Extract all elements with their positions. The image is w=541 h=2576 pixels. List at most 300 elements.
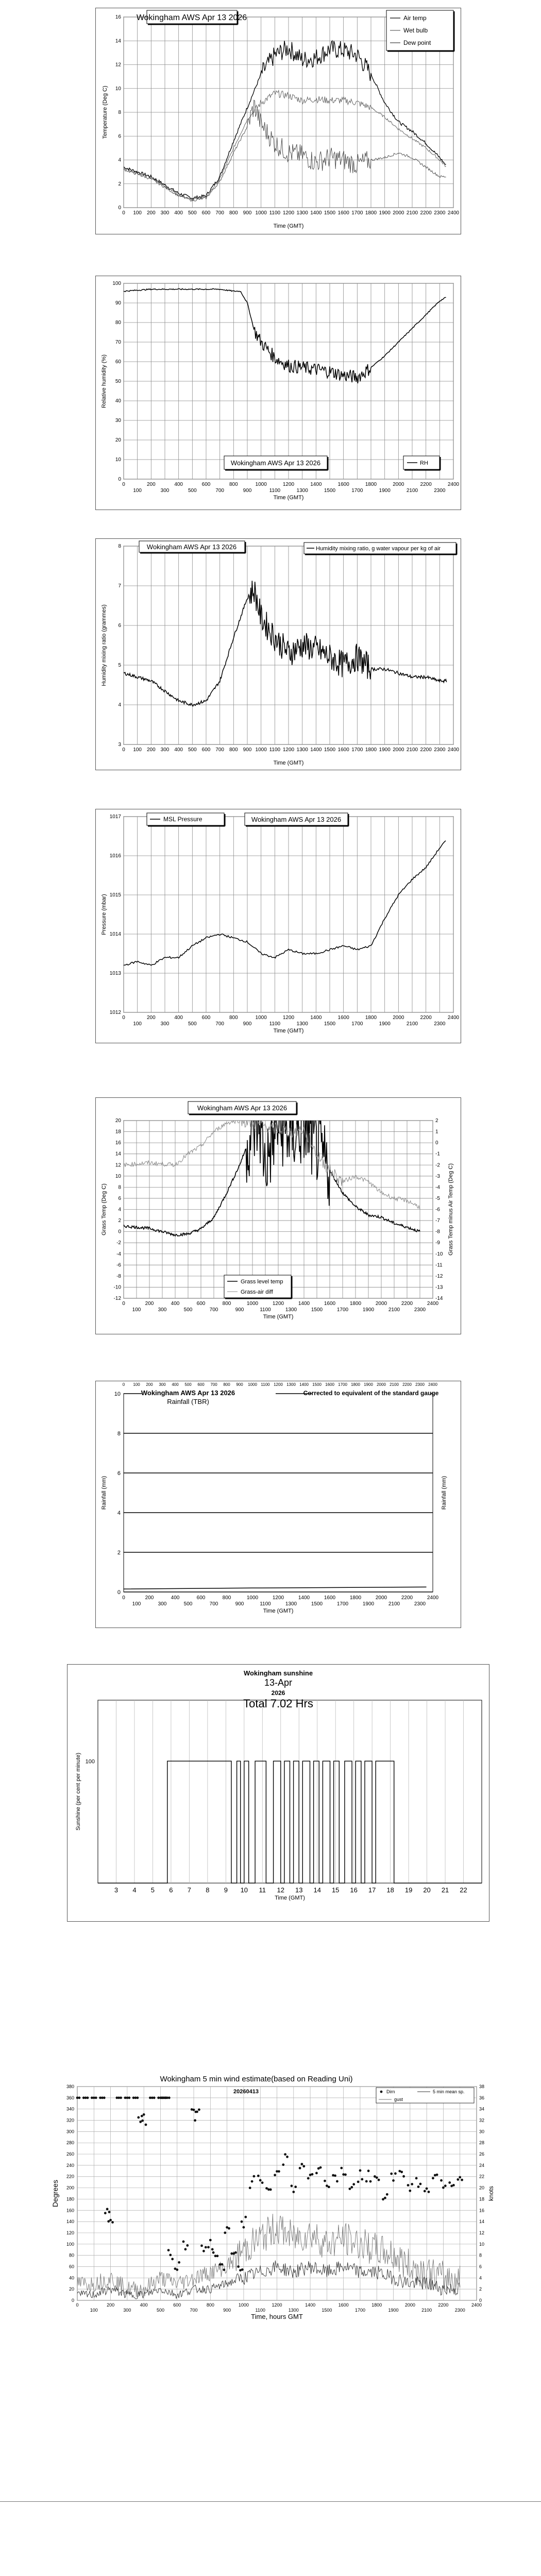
direction-point <box>249 2187 251 2189</box>
y-tick-label: 8 <box>118 544 121 549</box>
chart-title: Wokingham AWS Apr 13 2026 <box>230 459 321 467</box>
x-tick-label: 700 <box>215 747 225 753</box>
direction-point <box>409 2190 411 2192</box>
x-tick-label: 800 <box>229 747 238 753</box>
y2-tick-label: 36 <box>479 2095 485 2100</box>
y-axis-label: Sunshine (per cent per minute) <box>75 1752 81 1831</box>
y-axis-label: Rainfall (mm) <box>101 1476 107 1510</box>
y-tick-label: 8 <box>117 1431 121 1437</box>
x-tick-label: 1600 <box>338 2302 349 2308</box>
x-tick-label: 13 <box>295 1886 303 1894</box>
direction-point <box>361 2178 363 2181</box>
x-tick-label: 2100 <box>406 488 418 494</box>
x-tick-label: 1500 <box>324 488 336 494</box>
x-tick-label: 600 <box>201 482 211 487</box>
y2-tick-label: -6 <box>435 1207 440 1213</box>
x-tick-label: 18 <box>386 1886 394 1894</box>
x-tick-label: 1300 <box>285 1307 297 1313</box>
direction-point <box>198 2108 200 2111</box>
y2-tick-label: 28 <box>479 2140 485 2146</box>
x-tick-label-top: 1500 <box>312 1382 322 1387</box>
direction-point <box>444 2184 447 2187</box>
x-tick-label: 900 <box>243 1021 252 1027</box>
x-tick-label: 900 <box>223 2308 231 2313</box>
x-tick-label: 300 <box>158 1601 167 1607</box>
x-tick-label: 1000 <box>255 210 267 216</box>
chart-title: Wokingham AWS Apr 13 2026 <box>136 13 247 22</box>
direction-point <box>128 2096 130 2099</box>
direction-point <box>448 2181 451 2184</box>
direction-point <box>178 2261 180 2264</box>
direction-point <box>278 2170 280 2173</box>
direction-point <box>350 2186 353 2189</box>
y2-tick-label: -11 <box>435 1262 443 1268</box>
x-tick-label: 300 <box>160 488 170 494</box>
x-tick-label: 200 <box>145 1301 154 1307</box>
x-tick-label: 1500 <box>322 2308 332 2313</box>
x-tick-label: 600 <box>173 2302 181 2308</box>
y2-tick-label: 22 <box>479 2174 485 2179</box>
x-tick-label: 700 <box>190 2308 198 2313</box>
direction-point <box>120 2096 122 2099</box>
direction-point <box>336 2180 339 2183</box>
y-tick-label: 0 <box>117 1589 121 1596</box>
x-tick-label-top: 500 <box>184 1382 192 1387</box>
chart-total: Total 7.02 Hrs <box>243 1697 313 1710</box>
x-tick-label: 500 <box>156 2308 164 2313</box>
x-tick-label: 900 <box>243 488 252 494</box>
x-tick-label: 1100 <box>269 747 281 753</box>
direction-point <box>221 2263 224 2266</box>
chart-temperature <box>95 8 461 234</box>
direction-point <box>440 2179 443 2182</box>
x-tick-label: 1000 <box>255 747 267 753</box>
x-axis-label: Time (GMT) <box>273 760 304 766</box>
x-tick-label: 1100 <box>269 210 281 216</box>
y-tick-label: 1015 <box>109 892 121 898</box>
y-tick-label: 5 <box>118 663 121 668</box>
legend-entry: 5 min mean sp. <box>433 2089 465 2094</box>
x-tick-label: 100 <box>132 1307 141 1313</box>
y-tick-label: 10 <box>115 457 121 463</box>
x-tick-label: 1400 <box>310 1015 322 1021</box>
chart-title: Wokingham AWS Apr 13 2026 <box>146 543 237 551</box>
x-tick-label: 1800 <box>365 482 377 487</box>
x-tick-label: 1900 <box>379 488 391 494</box>
x-tick-label: 500 <box>183 1601 193 1607</box>
y-tick-label: 18 <box>115 1129 121 1135</box>
x-tick-label: 12 <box>277 1886 284 1894</box>
direction-point <box>241 2221 243 2223</box>
x-tick-label: 1100 <box>269 488 281 494</box>
x-tick-label: 0 <box>122 482 125 487</box>
direction-point <box>284 2153 286 2156</box>
x-tick-label: 6 <box>169 1886 173 1894</box>
x-tick-label: 1100 <box>269 1021 281 1027</box>
x-tick-label: 14 <box>313 1886 321 1894</box>
x-tick-label: 2300 <box>434 747 446 753</box>
direction-point <box>349 2188 351 2190</box>
x-tick-label: 2000 <box>393 482 404 487</box>
y-tick-label: -4 <box>116 1251 121 1257</box>
x-tick-label-top: 300 <box>159 1382 166 1387</box>
x-tick-label: 7 <box>187 1886 191 1894</box>
y-tick-label: 280 <box>66 2140 74 2146</box>
y2-tick-label: 30 <box>479 2129 485 2134</box>
direction-point <box>257 2175 260 2177</box>
direction-point <box>324 2180 326 2182</box>
x-tick-label: 800 <box>229 1015 238 1021</box>
direction-point <box>457 2178 459 2181</box>
y-tick-label: 1013 <box>109 971 121 976</box>
y2-tick-label: 34 <box>479 2106 485 2112</box>
x-tick-label: 2100 <box>406 747 418 753</box>
direction-point <box>291 2184 293 2187</box>
x-tick-label-top: 100 <box>133 1382 140 1387</box>
direction-point <box>384 2197 386 2199</box>
y-tick-label: 4 <box>118 702 121 708</box>
y2-tick-label: -10 <box>435 1251 443 1257</box>
y2-axis-label: knots <box>487 2186 495 2201</box>
chart-title: Wokingham sunshine <box>243 1669 313 1677</box>
x-tick-label: 500 <box>188 1021 197 1027</box>
x-tick-label: 400 <box>171 1301 180 1307</box>
x-tick-label-top: 1000 <box>248 1382 257 1387</box>
direction-point <box>202 2250 205 2252</box>
x-tick-label: 700 <box>215 488 225 494</box>
legend-entry: Air temp <box>403 14 427 22</box>
y2-tick-label: -12 <box>435 1273 443 1279</box>
direction-point <box>193 2109 195 2111</box>
x-tick-label: 22 <box>460 1886 467 1894</box>
y-tick-label: 0 <box>118 477 121 482</box>
chart-title: Wokingham AWS Apr 13 2026 <box>197 1104 288 1112</box>
y-tick-label: 4 <box>118 1207 121 1213</box>
direction-point <box>328 2186 330 2189</box>
chart-mixing-ratio <box>95 538 461 770</box>
chart-pressure-svg <box>95 809 461 1043</box>
x-tick-label: 1500 <box>324 1021 336 1027</box>
direction-point <box>382 2198 384 2200</box>
x-tick-label: 0 <box>122 747 125 753</box>
x-tick-label: 2200 <box>420 747 432 753</box>
x-tick-label-top: 800 <box>223 1382 230 1387</box>
direction-point <box>415 2177 418 2180</box>
direction-point <box>390 2173 393 2175</box>
x-tick-label-top: 2200 <box>402 1382 412 1387</box>
x-tick-label: 1200 <box>282 747 295 753</box>
y2-tick-label: 32 <box>479 2117 485 2123</box>
y2-tick-label: 14 <box>479 2219 485 2225</box>
x-tick-label-top: 1700 <box>338 1382 347 1387</box>
direction-point <box>307 2177 310 2180</box>
direction-point <box>224 2231 226 2234</box>
x-tick-label: 1800 <box>349 1301 362 1307</box>
y2-tick-label: -7 <box>435 1218 440 1224</box>
direction-point <box>402 2175 405 2178</box>
y-tick-label: 10 <box>115 86 121 92</box>
direction-point <box>209 2239 212 2242</box>
x-tick-label: 10 <box>240 1886 248 1894</box>
direction-point <box>442 2187 445 2189</box>
y-tick-label: 50 <box>115 379 121 384</box>
y2-tick-label: 26 <box>479 2151 485 2157</box>
y-tick-label: 80 <box>69 2252 74 2258</box>
x-tick-label: 1200 <box>282 210 295 216</box>
y-tick-label: 100 <box>85 1758 95 1765</box>
direction-point <box>452 2184 455 2187</box>
y2-tick-label: 16 <box>479 2208 485 2213</box>
direction-point <box>111 2221 114 2224</box>
x-tick-label: 1700 <box>351 1021 363 1027</box>
x-tick-label: 2200 <box>401 1301 413 1307</box>
direction-point <box>292 2191 295 2193</box>
y-tick-label: 240 <box>66 2162 74 2168</box>
x-tick-label: 1200 <box>282 1015 295 1021</box>
direction-point <box>137 2096 139 2099</box>
direction-point <box>301 2163 303 2165</box>
x-tick-label: 600 <box>201 747 211 753</box>
y2-tick-label: 20 <box>479 2185 485 2191</box>
y-tick-label: 6 <box>118 623 121 629</box>
y-tick-label: 100 <box>66 2241 74 2247</box>
direction-point <box>319 2166 322 2169</box>
y-axis-label: Relative humidity (%) <box>101 354 107 408</box>
x-tick-label: 900 <box>243 210 252 216</box>
x-tick-label: 900 <box>235 1307 244 1313</box>
legend-entry: gust <box>394 2097 403 2102</box>
x-tick-label: 800 <box>229 482 238 487</box>
legend-entry: Grass-air diff <box>241 1289 273 1295</box>
direction-point <box>141 2120 144 2122</box>
direction-point <box>286 2156 289 2158</box>
x-tick-label: 15 <box>331 1886 340 1894</box>
direction-point <box>274 2174 276 2176</box>
chart-humidity <box>95 276 461 510</box>
y-tick-label: 2 <box>118 1218 121 1224</box>
y2-tick-label: -14 <box>435 1296 443 1301</box>
direction-point <box>184 2248 187 2250</box>
x-tick-label: 11 <box>259 1886 266 1894</box>
legend-swatch <box>380 2091 383 2093</box>
y-tick-label: 40 <box>69 2275 74 2281</box>
direction-point <box>261 2181 264 2184</box>
x-tick-label: 0 <box>122 1015 125 1021</box>
direction-point <box>378 2179 380 2181</box>
y2-tick-label: 6 <box>479 2264 482 2269</box>
direction-point <box>428 2191 430 2193</box>
x-tick-label: 2400 <box>427 1301 439 1307</box>
x-tick-label: 100 <box>133 747 142 753</box>
y-tick-label: 60 <box>69 2264 74 2269</box>
direction-point <box>299 2167 301 2170</box>
chart-note: Corrected to equivalent of the standard gauge <box>303 1389 439 1397</box>
x-tick-label: 1500 <box>311 1601 323 1607</box>
y-tick-label: -2 <box>116 1240 121 1246</box>
direction-point <box>251 2180 253 2183</box>
x-tick-label: 4 <box>132 1886 137 1894</box>
direction-point <box>108 2211 111 2213</box>
y2-tick-label: 24 <box>479 2162 485 2168</box>
x-tick-label: 800 <box>222 1301 231 1307</box>
x-tick-label: 2000 <box>393 210 404 216</box>
x-tick-label: 200 <box>146 747 156 753</box>
y-tick-label: 3 <box>118 742 121 748</box>
x-tick-label: 1700 <box>351 747 363 753</box>
direction-point <box>357 2181 360 2183</box>
x-tick-label: 1900 <box>379 1021 391 1027</box>
x-tick-label: 1400 <box>310 747 322 753</box>
x-tick-label: 2300 <box>434 1021 446 1027</box>
x-tick-label: 1800 <box>349 1595 362 1601</box>
y-tick-label: 6 <box>117 1470 121 1477</box>
direction-point <box>386 2193 388 2196</box>
direction-point <box>392 2179 395 2182</box>
x-axis-label: Time (GMT) <box>273 495 304 501</box>
direction-point <box>417 2185 420 2188</box>
x-tick-label: 1100 <box>260 1307 271 1313</box>
y-tick-label: 380 <box>66 2084 74 2089</box>
x-tick-label: 0 <box>122 1301 125 1307</box>
direction-point <box>369 2180 372 2183</box>
direction-point <box>376 2176 378 2179</box>
x-tick-label: 1400 <box>298 1595 310 1601</box>
chart-mixing-ratio-svg <box>95 538 461 770</box>
y2-tick-label: 0 <box>479 2298 482 2303</box>
x-tick-label: 2400 <box>447 747 460 753</box>
y-tick-label: 20 <box>69 2286 74 2292</box>
y-axis-label: Pressure (mbar) <box>101 894 107 935</box>
x-tick-label: 400 <box>174 210 183 216</box>
x-tick-label: 500 <box>188 210 197 216</box>
x-tick-label-top: 1800 <box>351 1382 360 1387</box>
x-tick-label: 9 <box>224 1886 228 1894</box>
x-tick-label: 1900 <box>362 1601 375 1607</box>
y-tick-label: 70 <box>115 340 121 345</box>
y-tick-label: 220 <box>66 2174 74 2179</box>
x-tick-label: 600 <box>201 1015 211 1021</box>
chart-title: Wokingham AWS Apr 13 2026 <box>251 816 342 823</box>
x-tick-label: 200 <box>146 482 156 487</box>
direction-point <box>432 2177 434 2179</box>
x-tick-label: 700 <box>209 1307 218 1313</box>
x-tick-label: 2200 <box>401 1595 413 1601</box>
x-tick-label: 2200 <box>420 1015 432 1021</box>
direction-point <box>104 2212 107 2214</box>
direction-point <box>153 2096 156 2099</box>
direction-point <box>365 2180 368 2183</box>
x-tick-label: 1800 <box>365 747 377 753</box>
y-axis-label: Degrees <box>51 2180 59 2207</box>
x-tick-label: 300 <box>160 210 170 216</box>
direction-point <box>169 2254 172 2257</box>
y-tick-label: 30 <box>115 418 121 423</box>
direction-point <box>194 2119 196 2122</box>
x-tick-label: 400 <box>174 747 183 753</box>
x-tick-label-top: 900 <box>236 1382 243 1387</box>
x-tick-label: 1300 <box>296 488 308 494</box>
x-tick-label: 1400 <box>310 210 322 216</box>
y-tick-label: 12 <box>115 62 121 68</box>
y-tick-label: 10 <box>114 1391 121 1397</box>
direction-point <box>211 2248 214 2251</box>
direction-point <box>241 2268 244 2271</box>
direction-point <box>216 2255 219 2257</box>
x-tick-label: 2300 <box>434 210 446 216</box>
y2-tick-label: -4 <box>435 1184 440 1191</box>
x-tick-label: 2200 <box>438 2302 449 2308</box>
x-tick-label: 2400 <box>471 2302 482 2308</box>
y-tick-label: 140 <box>66 2219 74 2225</box>
y2-tick-label: -3 <box>435 1173 440 1179</box>
x-tick-label: 200 <box>146 1015 156 1021</box>
y-tick-label: 14 <box>115 1151 121 1157</box>
direction-point <box>212 2251 215 2254</box>
x-tick-label: 400 <box>174 482 183 487</box>
y-tick-label: 2 <box>118 181 121 187</box>
y-tick-label: 2 <box>117 1550 121 1556</box>
direction-point <box>141 2115 143 2117</box>
x-tick-label: 100 <box>133 488 142 494</box>
y-tick-label: 120 <box>66 2230 74 2235</box>
x-tick-label: 1400 <box>310 482 322 487</box>
direction-point <box>294 2185 297 2188</box>
x-tick-label: 1600 <box>337 482 349 487</box>
direction-point <box>367 2170 370 2172</box>
x-tick-label: 2000 <box>375 1595 387 1601</box>
x-tick-label: 1900 <box>379 210 391 216</box>
direction-point <box>419 2183 422 2185</box>
x-tick-label: 300 <box>158 1307 167 1313</box>
direction-point <box>302 2165 305 2167</box>
x-tick-label: 2200 <box>420 210 432 216</box>
x-tick-label: 2000 <box>375 1301 387 1307</box>
direction-point <box>87 2096 89 2099</box>
x-axis-label: Time (GMT) <box>275 1895 305 1901</box>
x-tick-label: 800 <box>229 210 238 216</box>
x-tick-label: 1600 <box>337 1015 349 1021</box>
direction-point <box>340 2167 343 2170</box>
x-tick-label: 2400 <box>427 1595 439 1601</box>
chart-sunshine <box>67 1664 489 1922</box>
y-tick-label: 6 <box>118 133 121 140</box>
y-tick-label: 20 <box>115 1118 121 1124</box>
y-tick-label: 10 <box>115 1173 121 1179</box>
legend-entry: RH <box>420 460 428 466</box>
direction-point <box>407 2184 410 2187</box>
direction-point <box>400 2171 403 2173</box>
x-tick-label: 2300 <box>414 1601 426 1607</box>
direction-point <box>259 2179 262 2182</box>
x-tick-label: 1900 <box>362 1307 375 1313</box>
x-tick-label: 600 <box>196 1595 206 1601</box>
direction-point <box>95 2096 97 2099</box>
x-tick-label: 1200 <box>272 2302 282 2308</box>
x-tick-label: 500 <box>183 1307 193 1313</box>
direction-point <box>459 2176 461 2179</box>
x-tick-label-top: 1200 <box>274 1382 283 1387</box>
direction-point <box>411 2183 413 2185</box>
x-tick-label-top: 1300 <box>286 1382 296 1387</box>
x-tick-label: 2300 <box>414 1307 426 1313</box>
x-tick-label: 0 <box>76 2302 79 2308</box>
y2-tick-label: 1 <box>435 1129 438 1135</box>
x-tick-label: 400 <box>174 1015 183 1021</box>
legend-entry: Grass level temp <box>241 1279 283 1285</box>
y2-tick-label: -2 <box>435 1162 440 1168</box>
chart-wind <box>46 2074 515 2331</box>
x-tick-label: 900 <box>235 1601 244 1607</box>
